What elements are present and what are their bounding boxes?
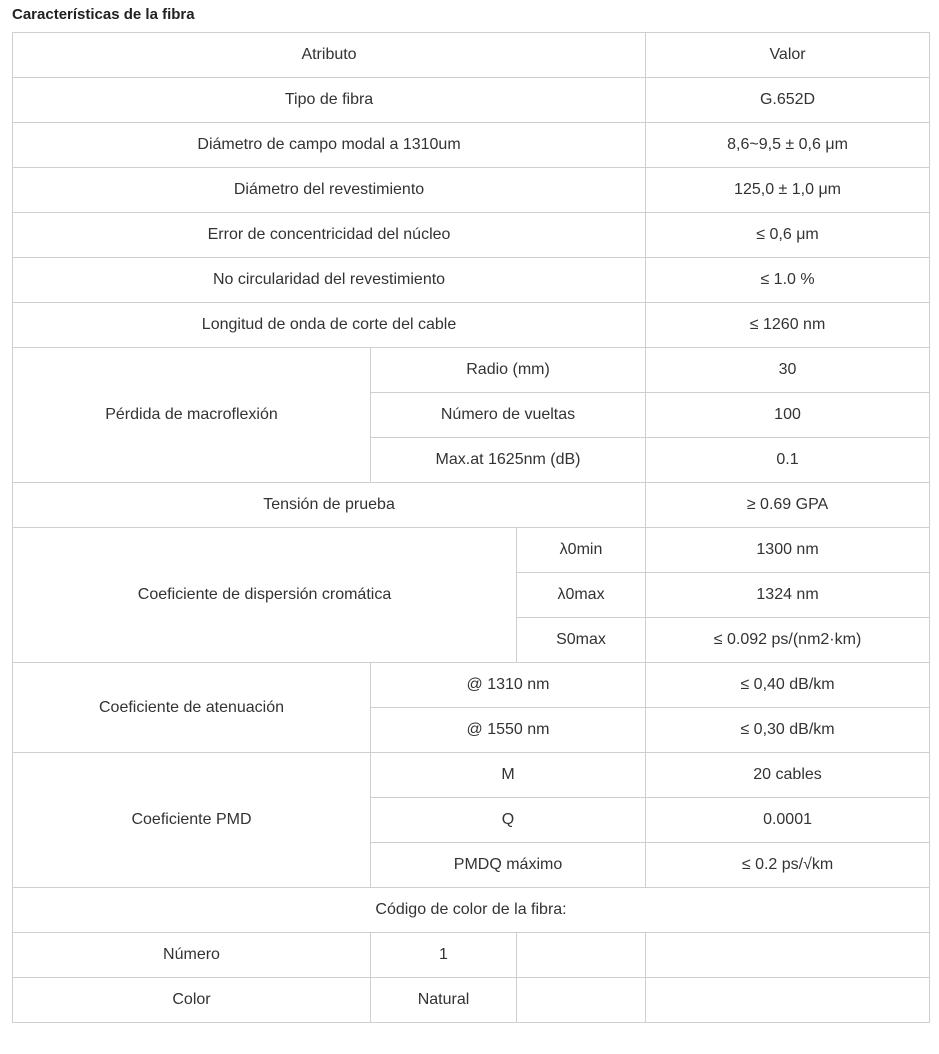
table-row	[13, 528, 930, 573]
value-cell: 1300 nm	[646, 528, 930, 573]
dispersion-label-cell: Coeficiente de dispersión cromática	[13, 528, 517, 663]
parameter-cell: @ 1310 nm	[371, 663, 646, 708]
value-cell: ≤ 1.0 %	[646, 258, 930, 303]
table-row	[13, 978, 930, 1023]
parameter-cell: M	[371, 753, 646, 798]
empty-cell	[646, 933, 930, 978]
value-cell: 125,0 ± 1,0 μm	[646, 168, 930, 213]
header-attribute-cell: Atributo	[13, 33, 646, 78]
number-value-cell: 1	[371, 933, 517, 978]
value-cell: ≤ 0.2 ps/√km	[646, 843, 930, 888]
value-cell: ≥ 0.69 GPA	[646, 483, 930, 528]
empty-cell	[517, 933, 646, 978]
parameter-cell: S0max	[517, 618, 646, 663]
value-cell: ≤ 0,30 dB/km	[646, 708, 930, 753]
pmd-label-cell: Coeficiente PMD	[13, 753, 371, 888]
attribute-cell: Diámetro del revestimiento	[13, 168, 646, 213]
parameter-cell: Número de vueltas	[371, 393, 646, 438]
attribute-cell: Error de concentricidad del núcleo	[13, 213, 646, 258]
parameter-cell: Max.at 1625nm (dB)	[371, 438, 646, 483]
table-header-row	[13, 33, 930, 78]
table-row	[13, 933, 930, 978]
parameter-cell: @ 1550 nm	[371, 708, 646, 753]
value-cell: G.652D	[646, 78, 930, 123]
attenuation-label-cell: Coeficiente de atenuación	[13, 663, 371, 753]
value-cell: ≤ 0,6 μm	[646, 213, 930, 258]
parameter-cell: λ0max	[517, 573, 646, 618]
attribute-cell: Diámetro de campo modal a 1310um	[13, 123, 646, 168]
attribute-cell: Tensión de prueba	[13, 483, 646, 528]
value-cell: 30	[646, 348, 930, 393]
header-value-cell: Valor	[646, 33, 930, 78]
value-cell: 0.1	[646, 438, 930, 483]
macrobend-label-cell: Pérdida de macroflexión	[13, 348, 371, 483]
table-row	[13, 123, 930, 168]
color-label-cell: Color	[13, 978, 371, 1023]
value-cell: 0.0001	[646, 798, 930, 843]
parameter-cell: Q	[371, 798, 646, 843]
table-row	[13, 213, 930, 258]
value-cell: 1324 nm	[646, 573, 930, 618]
parameter-cell: PMDQ máximo	[371, 843, 646, 888]
page-title: Características de la fibra	[12, 6, 195, 23]
value-cell: 20 cables	[646, 753, 930, 798]
table-row	[13, 753, 930, 798]
table-row	[13, 888, 930, 933]
parameter-cell: λ0min	[517, 528, 646, 573]
parameter-cell: Radio (mm)	[371, 348, 646, 393]
table-row	[13, 303, 930, 348]
table-row	[13, 483, 930, 528]
color-code-title-cell: Código de color de la fibra:	[13, 888, 930, 933]
table-row	[13, 258, 930, 303]
attribute-cell: Longitud de onda de corte del cable	[13, 303, 646, 348]
value-cell: 8,6~9,5 ± 0,6 μm	[646, 123, 930, 168]
value-cell: ≤ 0,40 dB/km	[646, 663, 930, 708]
fiber-characteristics-table	[12, 32, 930, 1023]
number-label-cell: Número	[13, 933, 371, 978]
empty-cell	[646, 978, 930, 1023]
value-cell: ≤ 1260 nm	[646, 303, 930, 348]
attribute-cell: No circularidad del revestimiento	[13, 258, 646, 303]
value-cell: 100	[646, 393, 930, 438]
table-row	[13, 663, 930, 708]
value-cell: ≤ 0.092 ps/(nm2·km)	[646, 618, 930, 663]
color-value-cell: Natural	[371, 978, 517, 1023]
table-row	[13, 78, 930, 123]
table-row	[13, 168, 930, 213]
table-row	[13, 348, 930, 393]
attribute-cell: Tipo de fibra	[13, 78, 646, 123]
empty-cell	[517, 978, 646, 1023]
